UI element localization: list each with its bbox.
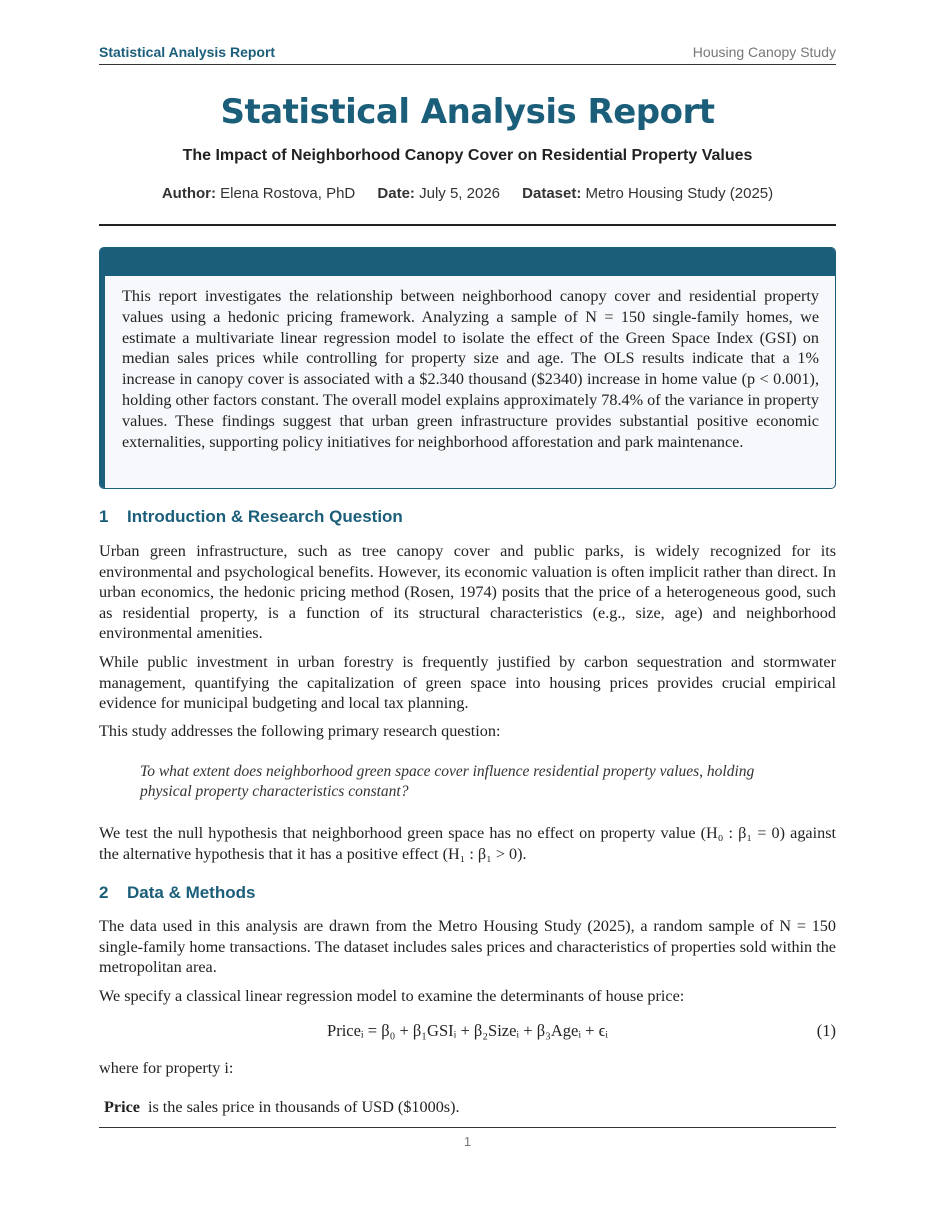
variable-definition-price (104, 1098, 460, 1117)
abstract-accent-bar (100, 248, 105, 488)
section-2-heading (99, 883, 255, 903)
dataset-label: Dataset: (522, 185, 582, 202)
intro-paragraph-3: This study addresses the following primary research question: (99, 722, 501, 740)
author-label: Author: (161, 185, 216, 202)
equation-formula: Priceᵢ = β₀ + β₁GSIᵢ + β₂Sizeᵢ + β₃Ageᵢ + ϵᵢ (327, 1021, 608, 1040)
abstract-text: This report investigates the relationship between neighborhood canopy cover and residential property values using a hedonic pricing framework. Analyzing a sample of N = 150 single-family homes, we estimate a multivariate linear regression model to isolate the effect of the Green Space Index (GSI) on median sales prices while controlling for property size and age. The OLS results indicate that a 1% increase in canopy cover is associated with a $2.340 thousand ($2340) increase in home value (p < 0.001), holding other factors constant. The overall model explains approximately 78.4% of the variance in property values. These findings suggest that urban green infrastructure provides substantial positive economic externalities, supporting policy initiatives for neighborhood afforestation and park maintenance. (122, 287, 819, 451)
hypothesis-paragraph: We test the null hypothesis that neighborhood green space has no effect on property value (H₀ : β₁ = 0) against the alternative hypothesis that it has a positive effect (H₁ : β₁ > 0). (99, 824, 836, 863)
section-2-number: 2 (99, 883, 109, 902)
section-1-title: Introduction & Research Question (127, 507, 403, 526)
abstract-header-bar (100, 248, 835, 276)
author-value: Elena Rostova, PhD (220, 185, 356, 202)
header-right-title: Housing Canopy Study (692, 44, 836, 60)
meta-dataset (522, 185, 773, 202)
header-left-title: Statistical Analysis Report (99, 44, 276, 60)
document-title: Statistical Analysis Report (220, 92, 715, 132)
data-paragraph-1: The data used in this analysis are drawn from the Metro Housing Study (2025), a random sample of N = 150 single-family home transactions. The dataset includes sales prices and characteristics of properties sold within the metropolitan area. (99, 917, 836, 976)
running-header (99, 44, 836, 65)
document-subtitle: The Impact of Neighborhood Canopy Cover on Residential Property Values (182, 147, 753, 164)
where-text: where for property i: (99, 1059, 234, 1077)
abstract-box (99, 247, 836, 489)
dataset-value: Metro Housing Study (2025) (585, 185, 774, 202)
meta-date (377, 185, 500, 202)
regression-equation (99, 1021, 836, 1045)
title-divider (99, 224, 836, 226)
footer-divider (99, 1127, 836, 1128)
variable-desc-price: is the sales price in thousands of USD ($1000s). (147, 1098, 460, 1116)
meta-author (162, 185, 355, 202)
intro-paragraph-2: While public investment in urban forestry is frequently justified by carbon sequestration and stormwater management, quantifying the capitalization of green space into housing prices provides crucial empirical evidence for municipal budgeting and local tax planning. (99, 653, 836, 712)
section-1-number: 1 (99, 507, 109, 526)
data-paragraph-2: We specify a classical linear regression model to examine the determinants of house price: (99, 987, 685, 1005)
variable-term-price: Price (104, 1098, 140, 1116)
date-label: Date: (377, 185, 415, 202)
equation-number: (1) (816, 1021, 836, 1040)
research-question: To what extent does neighborhood green space cover influence residential property values, holding physical property characteristics constant? (140, 763, 755, 800)
section-1-heading (99, 507, 403, 527)
section-2-title: Data & Methods (127, 883, 256, 902)
intro-paragraph-1: Urban green infrastructure, such as tree canopy cover and public parks, is widely recognized for its environmental and psychological benefits. However, its economic valuation is often implicit rather than direct. In urban economics, the hedonic pricing method (Rosen, 1974) posits that the price of a heterogeneous good, such as residential property, is a function of its structural characteristics (e.g., size, age) and neighborhood environmental amenities. (99, 542, 836, 642)
document-meta (0, 185, 935, 202)
date-value: July 5, 2026 (419, 185, 500, 202)
page-number: 1 (463, 1134, 472, 1149)
